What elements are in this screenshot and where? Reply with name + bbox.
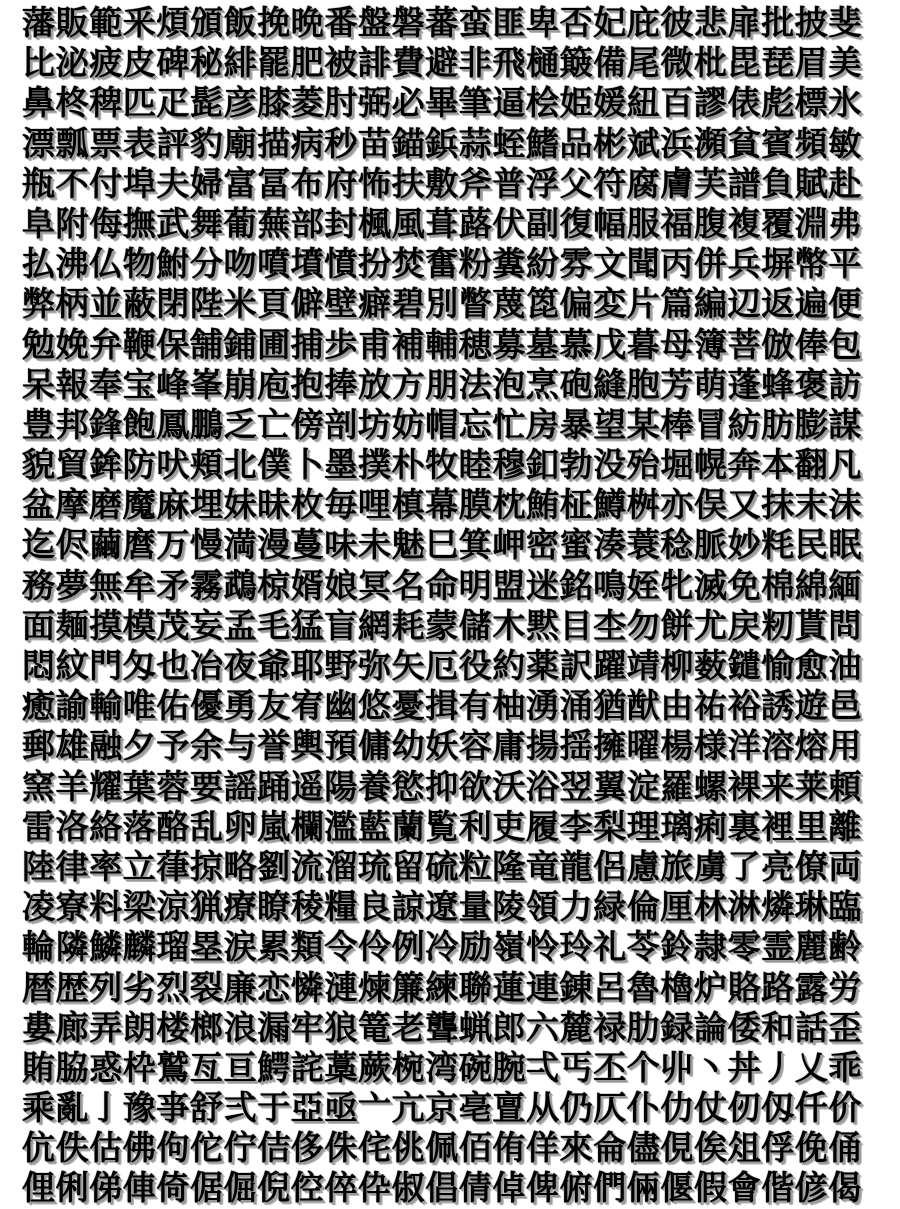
specimen-line: 伉佚估佛佝佗佇佶侈侏侘佻佩佰侑佯來侖儘俔俟俎俘俛俑 [22,1128,862,1168]
specimen-line: 悶紋門匁也冶夜爺耶野弥矢厄役約薬訳躍靖柳薮鑓愉愈油 [22,646,862,685]
specimen-line: 俚俐俤俥倚倨倔倪倥倅伜俶倡倩倬俾俯們倆偃假會偕偐偈 [22,1168,862,1208]
specimen-line: 窯羊耀葉蓉要謡踊遥陽養慾抑欲沃浴翌翼淀羅螺裸来莱頼 [22,766,862,806]
specimen-line: 輪隣鱗麟瑠塁涙累類令伶例冷励嶺怜玲礼苓鈴隷零霊麗齢 [22,927,862,967]
specimen-line: 鼻柊稗匹疋髭彦膝菱肘弼必畢筆逼桧姫媛紐百謬俵彪標氷 [22,83,862,123]
specimen-line: 迄侭繭麿万慢満漫蔓味未魅巳箕岬密蜜湊蓑稔脈妙粍民眠 [22,525,862,565]
specimen-line: 払沸仏物鮒分吻噴墳憤扮焚奮粉糞紛雰文聞丙併兵塀幣平 [22,244,862,284]
specimen-line: 阜附侮撫武舞葡蕪部封楓風葺蕗伏副復幅服福腹複覆淵弗 [22,203,862,243]
specimen-line: 盆摩磨魔麻埋妹昧枚毎哩槙幕膜枕鮪柾鱒桝亦俣又抹末沫 [22,485,862,525]
specimen-line: 面麺摸模茂妄孟毛猛盲網耗蒙儲木黙目杢勿餅尤戻籾貰問 [22,605,862,645]
specimen-line: 癒諭輸唯佑優勇友宥幽悠憂揖有柚湧涌猶猷由祐裕誘遊邑 [22,686,862,726]
specimen-line: 勉娩弁鞭保舗鋪圃捕歩甫補輔穂募墓慕戊暮母簿菩倣俸包 [22,324,862,364]
specimen-line: 務夢無牟矛霧鵡椋婿娘冥名命明盟迷銘鳴姪牝滅免棉綿緬 [22,565,862,605]
specimen-line: 藩販範釆煩頒飯挽晩番盤磐蕃蛮匪卑否妃庇彼悲扉批披斐 [22,3,862,42]
specimen-line: 凌寮料梁涼猟療瞭稜糧良諒遼量陵領力緑倫厘林淋燐琳臨 [22,887,862,927]
specimen-line: 貌貿鉾防吠頬北僕卜墨撲朴牧睦穆釦勃没殆堀幌奔本翻凡 [22,445,862,485]
specimen-line: 陸律率立葎掠略劉流溜琉留硫粒隆竜龍侶慮旅虜了亮僚両 [22,846,862,886]
specimen-line: 乘亂亅豫亊舒弍于亞亟亠亢京亳亶从仍仄仆仂仗仞仭仟价 [22,1088,862,1128]
specimen-line: 呆報奉宝峰峯崩庖抱捧放方朋法泡烹砲縫胞芳萌蓬蜂褒訪 [22,364,862,404]
specimen-line: 比泌疲皮碑秘緋罷肥被誹費避非飛樋簸備尾微枇毘琵眉美 [22,43,862,83]
specimen-line: 漂瓢票表評豹廟描病秒苗錨鋲蒜蛭鰭品彬斌浜瀕貧賓頻敏 [22,123,862,163]
specimen-line: 暦歴列劣烈裂廉恋憐漣煉簾練聯蓮連錬呂魯櫓炉賂路露労 [22,967,862,1007]
specimen-line: 賄脇惑枠鷲亙亘鰐詫藁蕨椀湾碗腕弌丐丕个丱丶丼丿乂乖 [22,1047,862,1087]
specimen-line: 豊邦鋒飽鳳鵬乏亡傍剖坊妨帽忘忙房暴望某棒冒紡肪膨謀 [22,404,862,444]
specimen-line: 瓶不付埠夫婦富冨布府怖扶敷斧普浮父符腐膚芙譜負賦赴 [22,163,862,203]
specimen-line: 弊柄並蔽閉陛米頁僻壁癖碧別瞥蔑箆偏変片篇編辺返遍便 [22,284,862,324]
specimen-line: 郵雄融夕予余与誉輿預傭幼妖容庸揚揺擁曜楊様洋溶熔用 [22,726,862,766]
specimen-line: 雷洛絡落酪乱卵嵐欄濫藍蘭覧利吏履李梨理璃痢裏裡里離 [22,806,862,846]
specimen-line: 婁廊弄朗楼榔浪漏牢狼篭老聾蝋郎六麓禄肋録論倭和話歪 [22,1007,862,1047]
